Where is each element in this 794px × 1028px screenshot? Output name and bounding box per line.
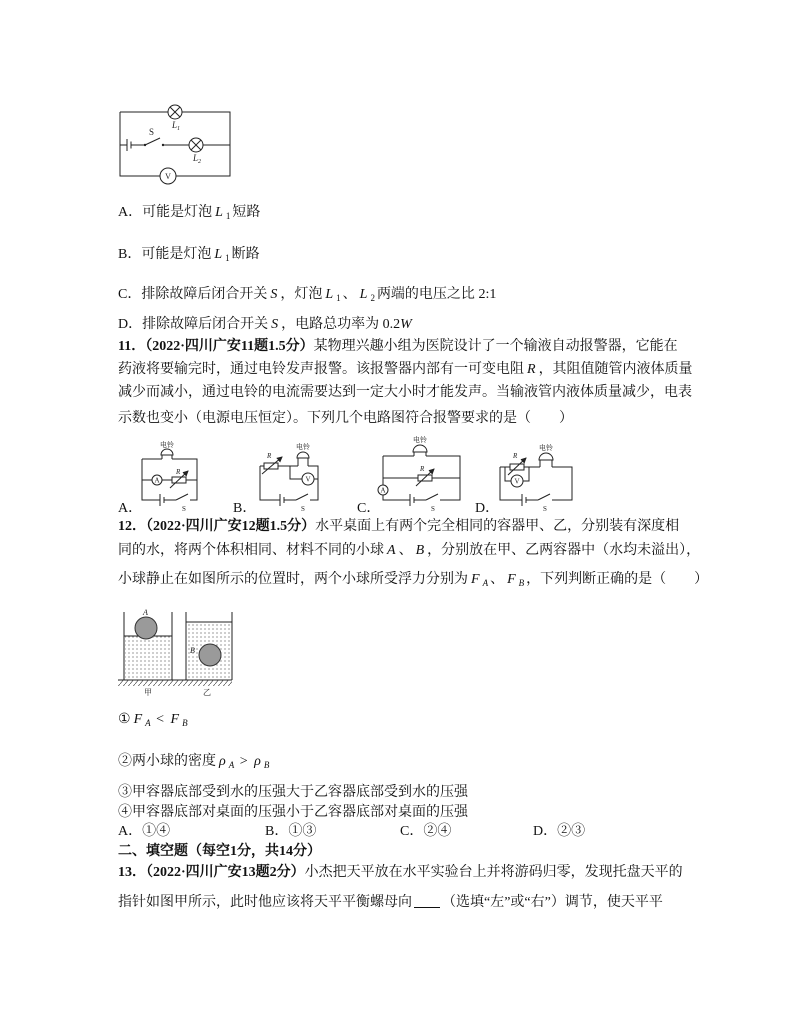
question-text: ，下列判断正确的是（ ）: [526, 572, 709, 587]
q12-choice-a: A．①④: [118, 824, 171, 839]
lamp-subscript: 1: [225, 253, 230, 263]
option-tail: 断路: [231, 247, 260, 262]
force-a-variable: F: [471, 572, 480, 587]
q10-option-c: [118, 286, 496, 304]
density-b-subscript: B: [263, 760, 270, 770]
lamp-icon: [168, 105, 182, 119]
table-surface: [118, 680, 232, 686]
bell-label: 电铃: [160, 441, 174, 449]
container-left-label: 甲: [144, 688, 152, 697]
statement-number: ①: [118, 712, 131, 727]
separator: 、: [398, 543, 413, 558]
question-number: 13．: [118, 865, 146, 880]
force-a-subscript: A: [145, 718, 151, 728]
statement-text: ②两小球的密度: [118, 754, 216, 769]
switch-icon: [296, 494, 308, 500]
option-text: B．可能是灯泡: [118, 247, 212, 262]
lamp1-variable: L: [325, 287, 334, 302]
lamp-l2-subscript: 2: [198, 159, 202, 165]
q11-choice-d-label: D．: [475, 501, 500, 516]
section-heading: 二、填空题（每空1分，共14分）: [118, 844, 321, 859]
question-text: 指针如图甲所示，此时他应该将天平平衡螺母向: [118, 895, 412, 910]
power-unit: W: [400, 317, 412, 332]
lamp-l1-letter: L: [172, 120, 178, 130]
switch-label: S: [431, 505, 435, 513]
power-value: 0.2: [382, 317, 401, 332]
variable-resistor-icon: [416, 469, 434, 486]
ammeter-label: A: [380, 486, 386, 495]
option-mid: ，电路总功率为: [281, 317, 380, 332]
lamp-l1-label: [171, 120, 180, 132]
q12-statement-4: ④甲容器底部对桌面的压强小于乙容器底部对桌面的压强: [118, 805, 468, 820]
water-left: [125, 636, 171, 680]
q11-circuit-d: [500, 443, 572, 513]
option-text: D．排除故障后闭合开关: [118, 317, 269, 332]
voltmeter-label: V: [165, 172, 171, 181]
lamp-variable: L: [214, 247, 223, 262]
q12-statement-2: [118, 753, 271, 771]
ball-b-variable: B: [415, 543, 425, 558]
voltmeter-icon: [511, 475, 523, 487]
question-source: （2022·四川广安11题1.5分）: [145, 339, 314, 354]
bell-icon: [297, 452, 309, 466]
voltmeter-label: V: [514, 477, 520, 486]
lamp-l2-label: [192, 153, 201, 165]
q11-line-1: [118, 338, 678, 356]
separator: 、: [490, 572, 505, 587]
answer-blank[interactable]: [414, 893, 440, 908]
q12-choice-b: B．①③: [265, 824, 317, 839]
q12-choice-d: D．②③: [533, 824, 586, 839]
q11-line-2: [118, 361, 693, 379]
force-b-variable: F: [170, 712, 180, 727]
q13-line-1: [118, 864, 683, 882]
switch-label: S: [543, 505, 547, 513]
q12-choice-c: C．②④: [400, 824, 452, 839]
switch-variable: S: [271, 317, 279, 332]
switch-icon: [538, 494, 550, 500]
lamp2-subscript: 2: [370, 293, 375, 303]
question-number: 11．: [118, 339, 146, 354]
q11-line-4: 示数也变小（电源电压恒定）。下列几个电路图符合报警要求的是（ ）: [118, 411, 573, 426]
q12-line-1: [118, 518, 679, 536]
q11-line-3: 减少而减小，通过电铃的电流需要达到一定大小时才能发声。当输液管内液体质量减少，电表: [118, 385, 692, 400]
resistor-variable: R: [527, 362, 536, 377]
ball-b-label: B: [190, 646, 195, 655]
switch-label: S: [301, 505, 305, 513]
q10-circuit-diagram: [120, 105, 230, 184]
option-tail: 短路: [232, 205, 261, 220]
question-source: （2022·四川广安13题2分）: [146, 865, 305, 880]
q11-circuit-c: [378, 435, 460, 513]
switch-icon: [176, 494, 188, 500]
battery-icon: [127, 139, 131, 151]
lamp1-subscript: 1: [336, 293, 341, 303]
lamp-subscript: 1: [225, 211, 231, 221]
question-text: 药液将要输完时，通过电铃发声报警。该报警器内部有一可变电阻: [118, 362, 524, 377]
force-a-variable: F: [133, 712, 143, 727]
question-text: 小杰把天平放在水平实验台上并将游码归零，发现托盘天平的: [304, 865, 683, 880]
ball-b: [199, 644, 221, 666]
q10-option-b: [118, 246, 260, 264]
question-text: 同的水，将两个体积相同、材料不同的小球: [118, 543, 384, 558]
question-source: （2022·四川广安12题1.5分）: [146, 519, 316, 534]
density-b-variable: ρ: [254, 754, 261, 769]
ammeter-icon: [152, 475, 162, 485]
variable-resistor-icon: [508, 458, 526, 475]
option-mid: ，灯泡: [280, 287, 323, 302]
resistor-label: R: [420, 465, 425, 473]
q11-circuit-b: [260, 442, 318, 513]
q11-choice-b-label: B．: [233, 501, 257, 516]
switch-icon: [426, 494, 438, 500]
bell-icon: [413, 445, 427, 456]
bell-icon: [539, 453, 553, 467]
voltmeter-icon: [302, 473, 314, 485]
bell-icon: [161, 449, 173, 459]
switch-label: S: [182, 505, 186, 513]
switch-variable: S: [270, 287, 278, 302]
switch-label: S: [149, 127, 155, 137]
resistor-label: R: [513, 452, 518, 460]
force-b-subscript: B: [518, 578, 525, 588]
question-number: 12．: [118, 519, 146, 534]
bell-label: 电铃: [413, 436, 427, 444]
question-text: 水平桌面上有两个完全相同的容器甲、乙，分别装有深度相: [315, 519, 680, 534]
q10-option-d: [118, 316, 412, 334]
lamp-l1-subscript: 1: [177, 126, 181, 132]
bell-label: 电铃: [539, 444, 553, 452]
lamp2-variable: L: [359, 287, 368, 302]
question-text: ，分别放在甲、乙两容器中（水均未溢出），: [427, 543, 701, 558]
separator: 、: [342, 287, 357, 302]
q11-circuit-a: [142, 440, 197, 513]
q12-line-2: [118, 542, 700, 560]
battery-icon: [160, 494, 164, 506]
question-text: 某物理兴趣小组为医院设计了一个输液自动报警器，它能在: [313, 339, 678, 354]
container-right-label: 乙: [203, 688, 211, 697]
force-b-variable: F: [507, 572, 516, 587]
battery-icon: [522, 494, 526, 506]
voltage-ratio: 2:1: [478, 287, 497, 302]
force-a-subscript: A: [482, 578, 489, 588]
comparison-operator: >: [239, 754, 248, 769]
voltmeter-icon: [160, 168, 176, 184]
battery-icon: [410, 494, 414, 506]
force-b-subscript: B: [182, 718, 188, 728]
q12-line-3: [118, 571, 708, 589]
bell-label: 电铃: [296, 443, 310, 451]
lamp-icon: [189, 138, 203, 152]
battery-icon: [280, 494, 284, 506]
question-text: （选填“左”或“右”）调节，使天平平: [442, 895, 663, 910]
ammeter-icon: [378, 485, 388, 495]
option-tail: 两端的电压之比: [376, 287, 475, 302]
voltmeter-label: V: [305, 475, 311, 484]
ammeter-label: A: [154, 476, 160, 485]
ball-a: [135, 617, 157, 639]
option-text: C．排除故障后闭合开关: [118, 287, 268, 302]
density-a-variable: ρ: [219, 754, 226, 769]
q12-statement-3: ③甲容器底部受到水的压强大于乙容器底部受到水的压强: [118, 785, 468, 800]
option-text: A．可能是灯泡: [118, 205, 213, 220]
q12-containers-diagram: [118, 608, 232, 697]
lamp-variable: L: [215, 205, 223, 220]
q11-choice-a-label: A．: [118, 501, 143, 516]
q11-choice-c-label: C．: [357, 501, 381, 516]
lamp-l2-letter: L: [193, 153, 199, 163]
resistor-label: R: [267, 452, 272, 460]
question-text: ，其阻值随管内液体质量: [538, 362, 693, 377]
ball-a-label: A: [143, 608, 148, 617]
density-a-subscript: A: [228, 760, 235, 770]
resistor-label: R: [176, 468, 181, 476]
ball-a-variable: A: [387, 543, 396, 558]
q12-statement-1: [118, 711, 190, 729]
comparison-operator: <: [156, 712, 165, 727]
question-text: 小球静止在如图所示的位置时，两个小球所受浮力分别为: [118, 572, 468, 587]
switch-icon: [144, 138, 164, 146]
q10-option-a: [118, 204, 260, 222]
q13-line-2: [118, 893, 663, 912]
